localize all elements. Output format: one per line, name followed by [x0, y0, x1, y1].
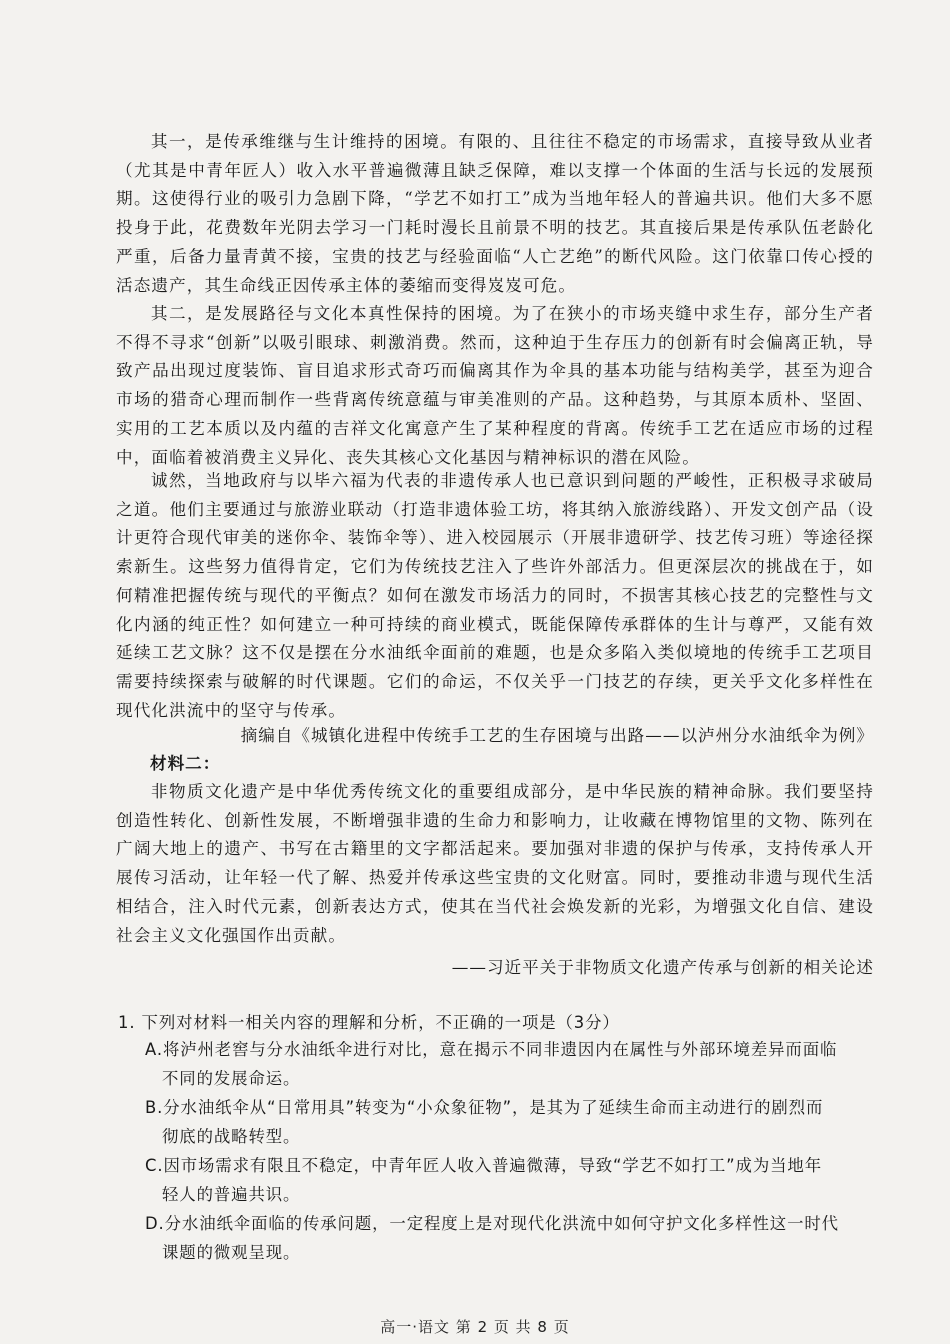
material1-paragraph-3: 诚然，当地政府与以毕六福为代表的非遗传承人也已意识到问题的严峻性，正积极寻求破局之道。他们主要通过与旅游业联动（打造非遗体验工坊，将其纳入旅游线路）、开发文创产品（设计更符合现代审美的迷你伞、装饰伞等）、进入校园展示（开展非遗研学、技艺传习班）等途径探索新生。这些努力值得肯定，它们为传统技艺注入了些许外部活力。但更深层次的挑战在于，如何精准把握传统与现代的平衡点？如何在激发市场活力的同时，不损害其核心技艺的完整性与文化内涵的纯正性？如何建立一种可持续的商业模式，既能保障传承群体的生计与尊严，又能有效延续工艺文脉？这不仅是摆在分水油纸伞面前的难题，也是众多陷入类似境地的传统手工艺项目需要持续探索与破解的时代课题。它们的命运，不仅关乎一门技艺的存续，更关乎文化多样性在现代化洪流中的坚守与传承。 — [116, 471, 874, 720]
material2-paragraph: 非物质文化遗产是中华优秀传统文化的重要组成部分，是中华民族的精神命脉。我们要坚持创造性转化、创新性发展，不断增强非遗的生命力和影响力，让收藏在博物馆里的文物、陈列在广阔大地上的遗产、书写在古籍里的文字都活起来。要加强对非遗的保护与传承，支持传承人开展传习活动，让年轻一代了解、热爱并传承这些宝贵的文化财富。同时，要推动非遗与现代生活相结合，注入时代元素，创新表达方式，使其在当代社会焕发新的光彩，为增强文化自信、建设社会主义文化强国作出贡献。 — [116, 782, 874, 945]
option-text: 分水油纸伞从“日常用具”转变为“小众象征物”，是其为了延续生命而主动进行的剧烈而 — [163, 1098, 824, 1117]
material1-paragraph-2: 其二，是发展路径与文化本真性保持的困境。为了在狭小的市场夹缝中求生存，部分生产者不得不寻求“创新”以吸引眼球、刺激消费。然而，这种迫于生存压力的创新有时会偏离正轨，导致产品出现过度装饰、盲目追求形式奇巧而偏离其作为伞具的基本功能与结构美学，甚至为迎合市场的猎奇心理而制作一些背离传统意蕴与审美准则的产品。这种趋势，与其原本质朴、坚固、实用的工艺本质以及内蕴的吉祥文化寓意产生了某种程度的背离。传统手工艺在适应市场的过程中，面临着被消费主义异化、丧失其核心文化基因与精神标识的潜在风险。 — [116, 304, 874, 467]
option-letter: A. — [145, 1040, 163, 1059]
question-1-option-a — [145, 1036, 878, 1093]
material1-paragraph-1: 其一，是传承维继与生计维持的困境。有限的、且往往不稳定的市场需求，直接导致从业者（尤其是中青年匠人）收入水平普遍微薄且缺乏保障，难以支撑一个体面的生活与长远的发展预期。这使得行业的吸引力急剧下降，“学艺不如打工”成为当地年轻人的普遍共识。他们大多不愿投身于此，花费数年光阴去学习一门耗时漫长且前景不明的技艺。其直接后果是传承队伍老龄化严重，后备力量青黄不接，宝贵的技艺与经验面临“人亡艺绝”的断代风险。这门依靠口传心授的活态遗产，其生命线正因传承主体的萎缩而变得岌岌可危。 — [116, 132, 874, 295]
option-text-continued: 轻人的普遍共识。 — [162, 1184, 301, 1204]
option-letter: C. — [145, 1156, 164, 1175]
question-1-option-d — [145, 1210, 878, 1267]
option-text-continued: 彻底的战略转型。 — [162, 1126, 301, 1146]
option-letter: D. — [145, 1214, 165, 1233]
option-text: 分水油纸伞面临的传承问题，一定程度上是对现代化洪流中如何守护文化多样性这一时代 — [164, 1214, 839, 1233]
option-text: 因市场需求有限且不稳定，中青年匠人收入普遍微薄，导致“学艺不如打工”成为当地年 — [163, 1156, 823, 1175]
question-1-option-c — [145, 1152, 878, 1209]
option-text: 将泸州老窖与分水油纸伞进行对比，意在揭示不同非遗因内在属性与外部环境差异而面临 — [162, 1040, 838, 1059]
material1-source: 摘编自《城镇化进程中传统手工艺的生存困境与出路——以泸州分水油纸伞为例》 — [240, 726, 874, 745]
question-1-option-b — [145, 1094, 878, 1151]
option-text-continued: 不同的发展命运。 — [162, 1068, 301, 1088]
option-letter: B. — [145, 1098, 164, 1117]
material2-source: ——习近平关于非物质文化遗产传承与创新的相关论述 — [451, 958, 874, 977]
question-1-stem: 1. 下列对材料一相关内容的理解和分析，不正确的一项是（3分） — [118, 1013, 620, 1032]
option-text-continued: 课题的微观呈现。 — [162, 1242, 301, 1262]
material2-heading: 材料二： — [150, 754, 221, 773]
page-footer: 高一·语文 第 2 页 共 8 页 — [380, 1318, 570, 1336]
